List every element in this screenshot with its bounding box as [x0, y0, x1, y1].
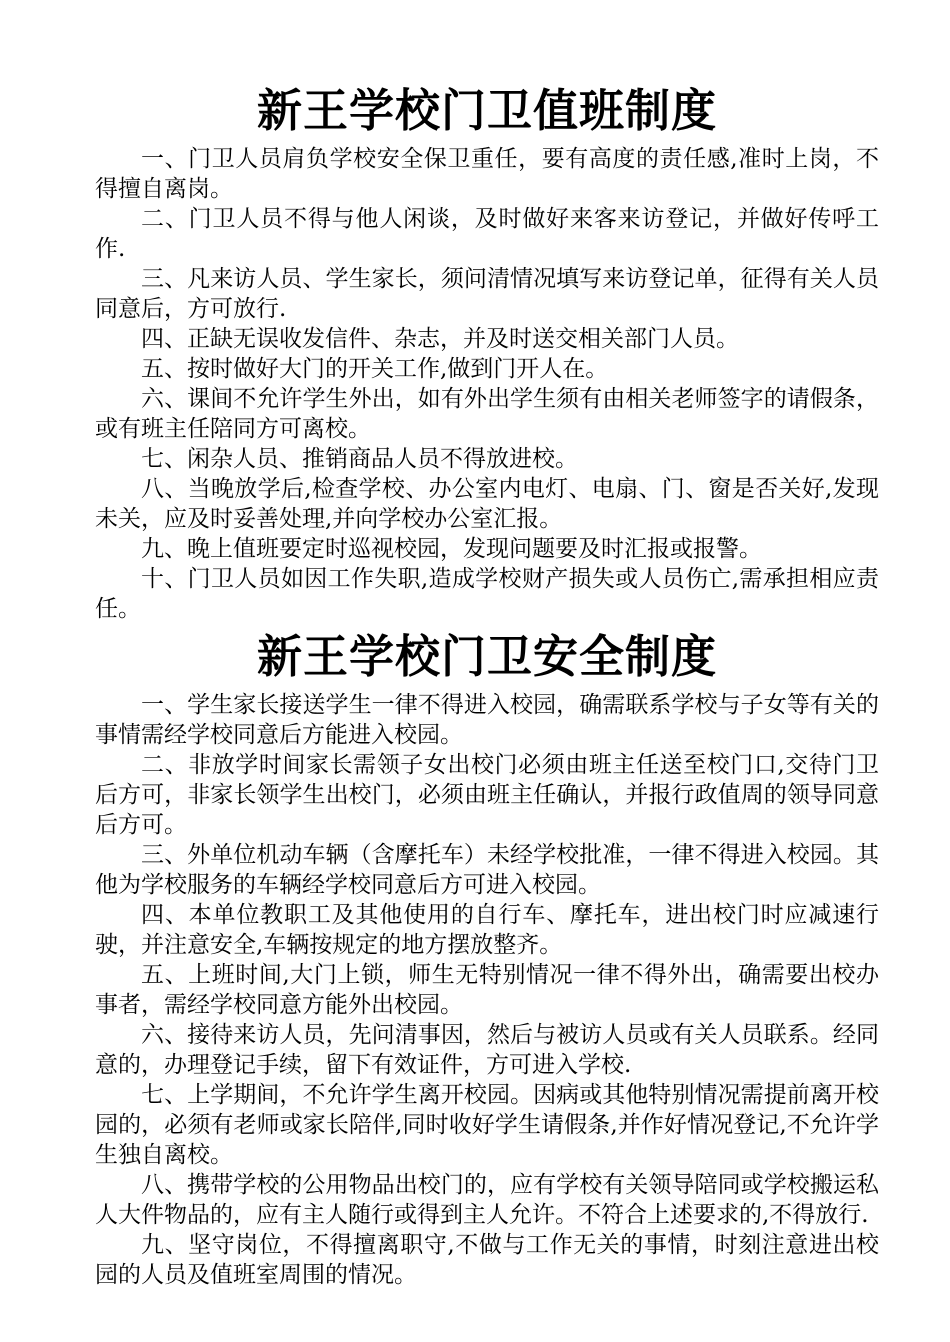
document-page	[95, 78, 879, 1290]
rule-paragraph: 四、本单位教职工及其他使用的自行车、摩托车，进出校门时应减速行驶，并注意安全,车辆按规定的地方摆放整齐。	[95, 902, 879, 958]
rule-paragraph: 五、按时做好大门的开关工作,做到门开人在。	[141, 356, 609, 382]
rule-paragraph: 六、接待来访人员，先问清事因，然后与被访人员或有关人员联系。经同意的，办理登记手续，留下有效证件，方可进入学校.	[95, 1022, 879, 1078]
rule-paragraph: 九、晚上值班要定时巡视校园，发现问题要及时汇报或报警。	[141, 536, 762, 562]
rule-paragraph: 三、凡来访人员、学生家长，须问清情况填写来访登记单，征得有关人员同意后，方可放行.	[95, 266, 879, 322]
rule-paragraph: 四、正缺无误收发信件、杂志，并及时送交相关部门人员。	[141, 326, 739, 352]
rule-paragraph: 七、上学期间，不允许学生离开校园。因病或其他特别情况需提前离开校园的，必须有老师或家长陪伴,同时收好学生请假条,并作好情况登记,不允许学生独自离校。	[95, 1082, 879, 1168]
rule-paragraph: 七、闲杂人员、推销商品人员不得放进校。	[141, 446, 578, 472]
section-duty-rules	[95, 78, 879, 624]
rule-paragraph: 三、外单位机动车辆（含摩托车）未经学校批准，一律不得进入校园。其他为学校服务的车辆经学校同意后方可进入校园。	[95, 842, 879, 898]
rule-paragraph: 九、坚守岗位，不得擅离职守,不做与工作无关的事情，时刻注意进出校园的人员及值班室周围的情况。	[95, 1232, 879, 1288]
section-title: 新王学校门卫值班制度	[256, 84, 717, 137]
rule-paragraph: 六、课间不允许学生外出，如有外出学生须有由相关老师签字的请假条，或有班主任陪同方可离校。	[95, 386, 879, 442]
rule-paragraph: 十、门卫人员如因工作失职,造成学校财产损失或人员伤亡,需承担相应责任。	[95, 566, 879, 622]
section-safety-rules	[95, 624, 879, 1290]
section-title: 新王学校门卫安全制度	[256, 630, 717, 683]
rule-paragraph: 八、当晚放学后,检查学校、办公室内电灯、电扇、门、窗是否关好,发现未关，应及时妥善处理,并向学校办公室汇报。	[95, 476, 879, 532]
rule-paragraph: 二、非放学时间家长需领子女出校门必须由班主任送至校门口,交待门卫后方可，非家长领学生出校门，必须由班主任确认，并报行政值周的领导同意后方可。	[95, 752, 879, 838]
rule-paragraph: 五、上班时间,大门上锁，师生无特别情况一律不得外出，确需要出校办事者，需经学校同意方能外出校园。	[95, 962, 879, 1018]
rule-paragraph: 一、门卫人员肩负学校安全保卫重任，要有高度的责任感,准时上岗，不得擅自离岗。	[95, 146, 879, 202]
rule-paragraph: 一、学生家长接送学生一律不得进入校园，确需联系学校与子女等有关的事情需经学校同意后方能进入校园。	[95, 692, 879, 748]
rule-paragraph: 八、携带学校的公用物品出校门的，应有学校有关领导陪同或学校搬运私人大件物品的，应有主人随行或得到主人允许。不符合上述要求的,不得放行.	[95, 1172, 879, 1228]
rule-paragraph: 二、门卫人员不得与他人闲谈，及时做好来客来访登记，并做好传呼工作.	[95, 206, 879, 262]
